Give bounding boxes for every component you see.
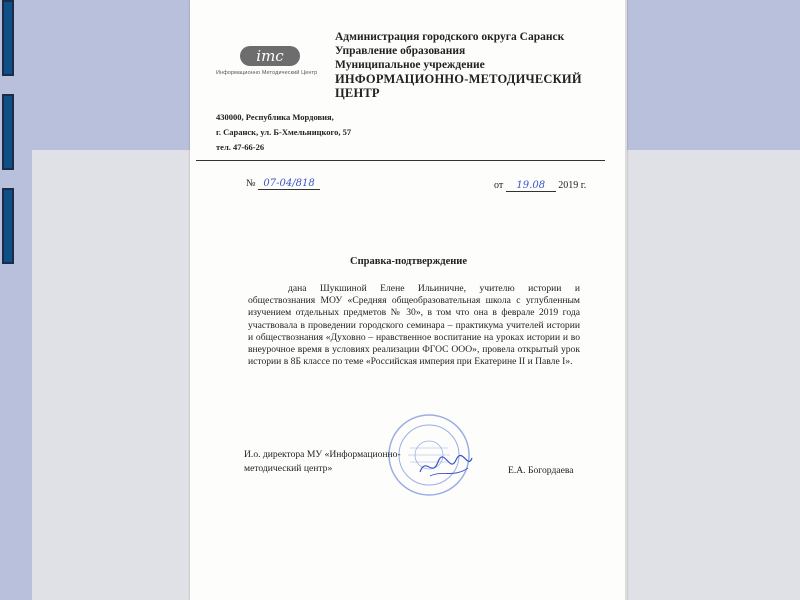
header-line-4: ИНФОРМАЦИОННО-МЕТОДИЧЕСКИЙ bbox=[335, 72, 582, 86]
header-line-3: Муниципальное учреждение bbox=[335, 59, 485, 71]
ref-date-suffix: 2019 г. bbox=[558, 180, 587, 191]
address-block bbox=[216, 110, 351, 155]
ref-date-value: 19.08 bbox=[516, 180, 546, 191]
reference-date bbox=[494, 180, 586, 192]
ref-no-value: 07-04/818 bbox=[263, 178, 315, 189]
ref-date-prefix: от bbox=[494, 180, 504, 191]
header-line-1: Администрация городского округа Саранск bbox=[335, 31, 565, 43]
reference-number bbox=[246, 178, 320, 190]
side-tab-1[interactable] bbox=[2, 0, 14, 76]
logo-caption: Информационно Методический Центр bbox=[216, 70, 318, 76]
signature-scribble-icon bbox=[416, 452, 476, 482]
header-line-5: ЦЕНТР bbox=[335, 86, 380, 100]
address-line-1: 430000, Республика Мордовия, bbox=[216, 112, 334, 122]
signatory-position bbox=[244, 448, 401, 476]
signatory-name: Е.А. Богордаева bbox=[508, 465, 574, 476]
imc-logo bbox=[216, 42, 336, 82]
address-line-3: тел. 47-66-26 bbox=[216, 142, 265, 152]
signatory-position-line-1: И.о. директора МУ «Информационно- bbox=[244, 449, 401, 460]
document-body: дана Шукшиной Елене Ильиничне, учителю истории и обществознания МОУ «Средняя общеобразовательная школа с углубленным изучением отдельных предметов № 30», в том что она в феврале 2019 года участвовала в проведении городского семинара – практикума учителей истории и обществознания «Духовно – нравственное воспитание на уроках истории и во внеурочное время в условиях реализации ФГОС ООО», провела открытый урок истории в 8Б классе по теме «Российская империя при Екатерине II и Павле I». bbox=[248, 283, 580, 368]
imc-logo-icon bbox=[238, 42, 302, 70]
page-edge bbox=[625, 0, 627, 600]
ref-no-prefix: № bbox=[246, 178, 256, 189]
side-tab-2[interactable] bbox=[2, 94, 14, 170]
document-page bbox=[190, 0, 627, 600]
left-strip bbox=[0, 0, 18, 600]
logo-mark-text: imc bbox=[256, 47, 284, 65]
address-line-2: г. Саранск, ул. Б-Хмельницкого, 57 bbox=[216, 127, 352, 137]
header-divider bbox=[196, 160, 605, 161]
side-tab-3[interactable] bbox=[2, 188, 14, 264]
signatory-position-line-2: методический центр» bbox=[244, 463, 333, 474]
document-title: Справка-подтверждение bbox=[349, 256, 467, 267]
letterhead bbox=[335, 30, 620, 100]
header-line-2: Управление образования bbox=[335, 45, 466, 57]
